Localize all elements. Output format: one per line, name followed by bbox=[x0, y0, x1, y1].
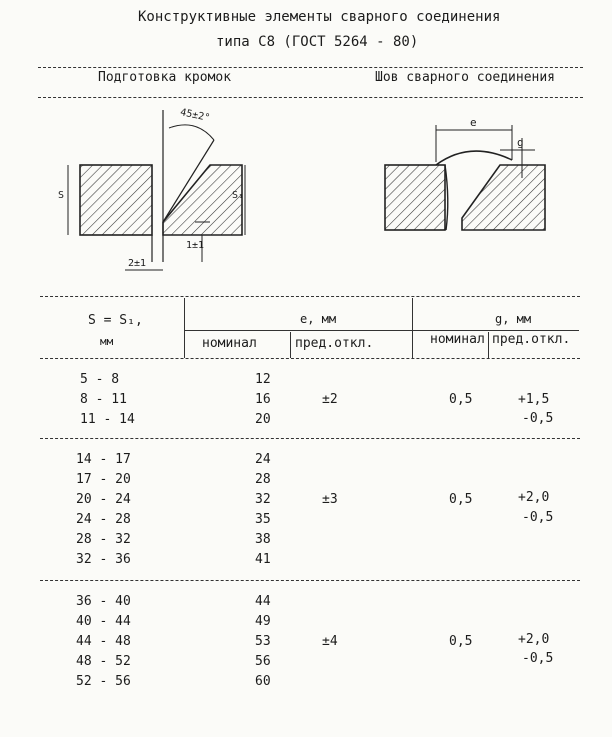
column-thickness-unit: мм bbox=[100, 335, 114, 348]
group-divider bbox=[40, 580, 580, 581]
gap-label: 2±1 bbox=[128, 258, 147, 269]
e-nominal-value: 35 bbox=[255, 512, 271, 527]
column-e-header: e, мм bbox=[300, 312, 337, 326]
reinforcement-label: g bbox=[517, 136, 524, 149]
thickness-range: 8 - 11 bbox=[80, 392, 127, 407]
e-nominal-header: номинал bbox=[202, 336, 257, 351]
e-nominal-value: 24 bbox=[255, 452, 271, 467]
g-nominal-value: 0,5 bbox=[449, 392, 473, 407]
e-nominal-value: 49 bbox=[255, 614, 271, 629]
e-nominal-value: 28 bbox=[255, 472, 271, 487]
document-subtitle: типа С8 (ГОСТ 5264 - 80) bbox=[216, 34, 419, 50]
thickness-s1-label: S₁ bbox=[232, 190, 245, 201]
g-tolerance-minus: -0,5 bbox=[522, 510, 554, 525]
column-thickness-header: S = S₁, bbox=[88, 313, 143, 328]
thickness-range: 24 - 28 bbox=[76, 512, 131, 527]
bevel-angle-label: 45±2° bbox=[179, 106, 211, 125]
e-nominal-value: 44 bbox=[255, 594, 271, 609]
g-tolerance-minus: -0,5 bbox=[522, 411, 554, 426]
e-nominal-value: 16 bbox=[255, 392, 271, 407]
e-nominal-value: 60 bbox=[255, 674, 271, 689]
e-tolerance-header: пред.откл. bbox=[295, 336, 374, 351]
e-nominal-value: 12 bbox=[255, 372, 271, 387]
e-nominal-value: 53 bbox=[255, 634, 271, 649]
thickness-range: 40 - 44 bbox=[76, 614, 131, 629]
left-plate bbox=[385, 165, 445, 230]
thickness-range: 5 - 8 bbox=[80, 372, 120, 387]
thickness-range: 52 - 56 bbox=[76, 674, 131, 689]
column-g-header: g, мм bbox=[495, 312, 532, 326]
root-face-label: 1±1 bbox=[186, 240, 205, 251]
g-nominal-value: 0,5 bbox=[449, 492, 473, 507]
e-tolerance-value: ±2 bbox=[322, 392, 338, 407]
e-tolerance-value: ±3 bbox=[322, 492, 338, 507]
weld-drawings bbox=[0, 0, 612, 300]
thickness-range: 20 - 24 bbox=[76, 492, 131, 507]
bevelled-plate bbox=[163, 165, 245, 235]
header-bottom-border bbox=[40, 358, 580, 359]
edge-preparation-drawing bbox=[68, 110, 245, 270]
thickness-range: 11 - 14 bbox=[80, 412, 135, 427]
document-title: Конструктивные элементы сварного соединения bbox=[138, 9, 501, 25]
bevelled-plate bbox=[462, 165, 545, 230]
left-plate bbox=[80, 165, 152, 235]
g-nominal-value: 0,5 bbox=[449, 634, 473, 649]
thickness-range: 48 - 52 bbox=[76, 654, 131, 669]
group-divider bbox=[40, 438, 580, 439]
e-nominal-value: 56 bbox=[255, 654, 271, 669]
g-tolerance-minus: -0,5 bbox=[522, 651, 554, 666]
thickness-range: 36 - 40 bbox=[76, 594, 131, 609]
e-nominal-value: 20 bbox=[255, 412, 271, 427]
weld-seam-heading: Шов сварного соединения bbox=[375, 70, 556, 85]
thickness-range: 32 - 36 bbox=[76, 552, 131, 567]
e-nominal-value: 41 bbox=[255, 552, 271, 567]
g-tolerance-plus: +1,5 bbox=[518, 392, 550, 407]
g-tolerance-header: пред.откл. bbox=[492, 332, 571, 347]
g-nominal-header: номинал bbox=[430, 332, 485, 347]
g-tolerance-plus: +2,0 bbox=[518, 490, 550, 505]
thickness-s-label: S bbox=[58, 190, 65, 201]
e-tolerance-value: ±4 bbox=[322, 634, 338, 649]
thickness-range: 17 - 20 bbox=[76, 472, 131, 487]
e-nominal-value: 32 bbox=[255, 492, 271, 507]
thickness-range: 14 - 17 bbox=[76, 452, 131, 467]
e-nominal-value: 38 bbox=[255, 532, 271, 547]
weld-width-label: e bbox=[470, 116, 477, 129]
table-top-border bbox=[40, 296, 580, 297]
edge-preparation-heading: Подготовка кромок bbox=[98, 70, 232, 85]
thickness-range: 44 - 48 bbox=[76, 634, 131, 649]
thickness-range: 28 - 32 bbox=[76, 532, 131, 547]
weld-reinforcement bbox=[436, 151, 512, 165]
g-tolerance-plus: +2,0 bbox=[518, 632, 550, 647]
